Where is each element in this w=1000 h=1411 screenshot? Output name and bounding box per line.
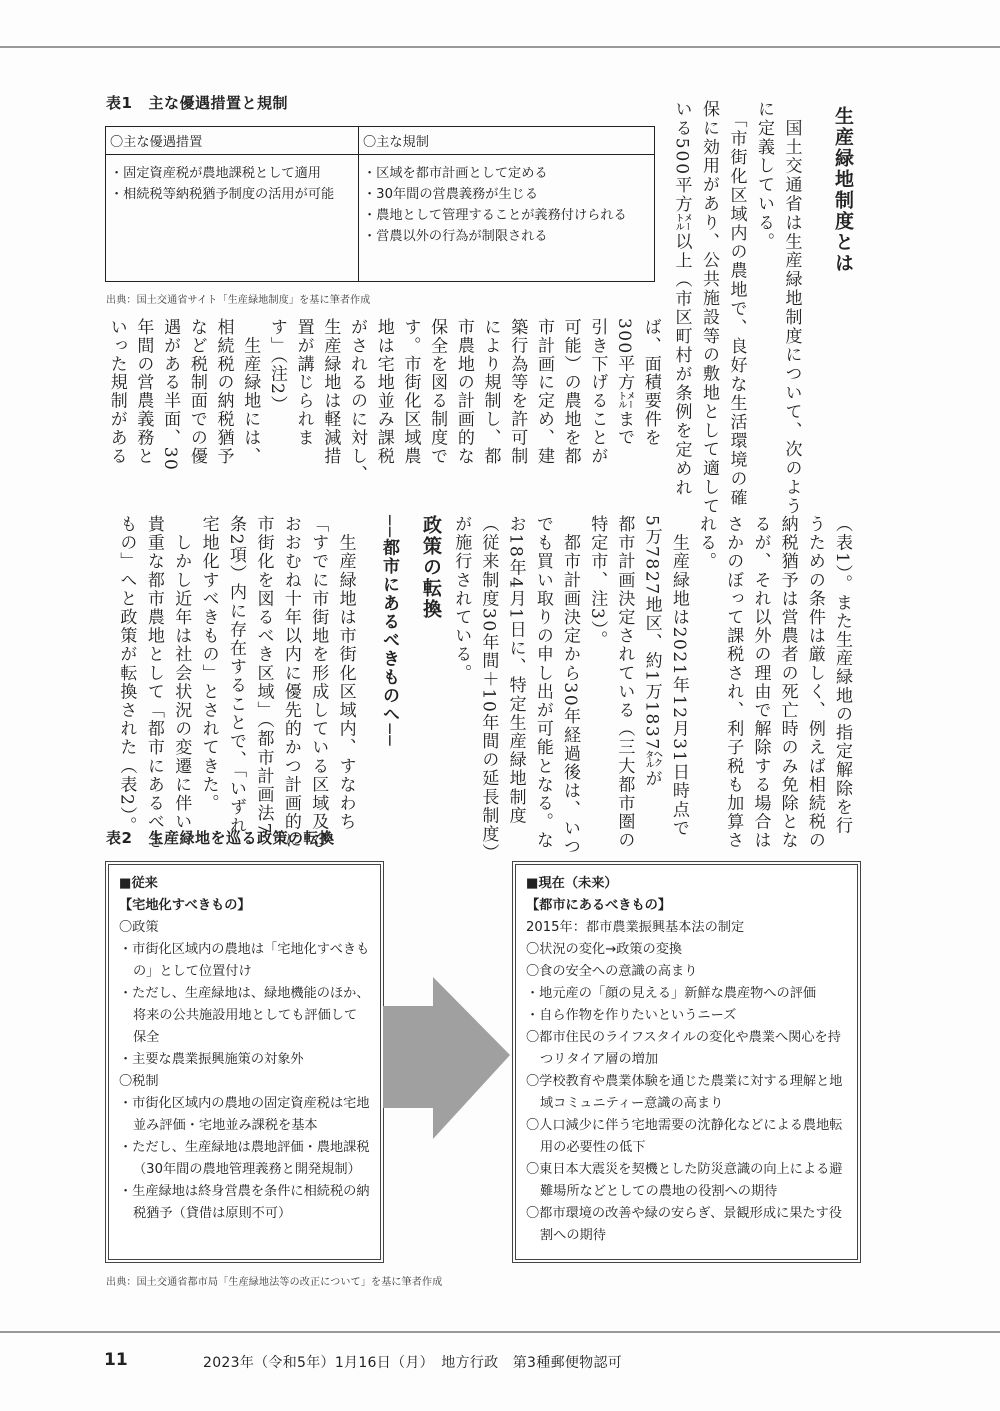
text-column: 生産緑地は市街化区域内、すなわち: [335, 515, 356, 832]
text-column: など税制面での優: [186, 318, 207, 466]
section-subheading: ──都市にあるべきものへ──: [379, 515, 399, 747]
list-item: ・相続税等納税猶予制度の活用が可能: [110, 187, 335, 202]
text-column: （表1）。また生産緑地の指定解除を行: [832, 515, 853, 836]
list-item: ・自ら作物を作りたいというニーズ: [526, 1008, 737, 1023]
text-column: 市街化を図るべき区域」（都市計画法7: [253, 515, 274, 836]
list-item: ・ただし、生産緑地は、緑地機能のほか、将来の公共施設用地としても評価して保全: [119, 986, 370, 1045]
text-column: 国土交通省は生産緑地制度について、次のよう: [781, 100, 802, 516]
text-column: 地は宅地並み課税: [373, 318, 394, 466]
article-block-2: [103, 318, 690, 484]
table1-header-benefits: 〇主な優遇措置: [106, 127, 359, 155]
after-header: ■現在（未来）: [526, 876, 618, 891]
text-column: もの」へと政策が転換された（表2）。: [116, 515, 137, 836]
text-column: でも買い取りの申し出が可能となる。な: [532, 515, 553, 850]
list-item: ・区域を都市計画として定める: [363, 166, 548, 181]
text-column: れる。: [696, 515, 717, 571]
list-item: 〇人口減少に伴う宅地需要の沈静化などによる農地転用の必要性の低下: [526, 1118, 843, 1155]
list-item: ・農地として管理することが義務付けられる: [363, 208, 627, 223]
list-item: 〇税制: [119, 1074, 159, 1089]
list-item: ・営農以外の行為が制限される: [363, 229, 548, 244]
text-column: 年間の営農義務と: [133, 318, 154, 466]
article-block-3: [447, 515, 882, 863]
text-column: いる500平方㍍以上（市区町村が条例を定めれ: [671, 100, 692, 498]
table2-number: 表2: [106, 829, 133, 847]
list-item: ・固定資産税が農地課税として適用: [110, 166, 321, 181]
text-column: 市計画に定め、建: [533, 318, 554, 466]
text-column: 300平方㍍まで: [614, 318, 635, 447]
table1-header-row: [106, 127, 655, 155]
text-column: 5万7827地区、約1万1837㌶が: [641, 515, 662, 788]
text-column: 市農地の計画的な: [453, 318, 474, 466]
table2-before-box: [108, 864, 381, 1260]
list-item: ・主要な農業振興施策の対象外: [119, 1052, 304, 1067]
text-column: 「市街化区域内の農地で、良好な生活環境の確: [726, 100, 747, 508]
table1-number: 表1: [106, 94, 133, 112]
text-column: 都市計画決定から30年経過後は、いつ: [560, 515, 581, 857]
table2-after-box: [515, 864, 858, 1260]
table1-header-regulations: 〇主な規制: [359, 127, 655, 155]
text-column: 置が講じられま: [293, 318, 314, 447]
list-item: 2015年：都市農業振興基本法の制定: [526, 920, 745, 935]
table1-body-row: [106, 155, 655, 282]
text-column: お18年4月1日に、特定生産緑地制度: [505, 515, 526, 826]
list-item: ・市街化区域内の農地の固定資産税は宅地並み評価・宅地並み課税を基本: [119, 1096, 370, 1133]
table1-title-text: 主な優遇措置と規制: [148, 94, 288, 112]
list-item: 〇都市住民のライフスタイルの変化や農業へ関心を持つリタイア層の増加: [526, 1030, 841, 1067]
text-column: 条2項）内に存在することで、「いずれ: [226, 515, 247, 836]
text-column: 引き下げることが: [587, 318, 608, 466]
list-item: ・地元産の「顔の見える」新鮮な農産物への評価: [526, 986, 817, 1001]
publication-info: 2023年（令和5年）1月16日（月） 地方行政 第3種郵便物認可: [203, 1355, 623, 1371]
text-column: 貴重な都市農地として「都市にあるべき: [143, 515, 164, 850]
table1-regulations-cell: [359, 155, 655, 282]
text-column: （従来制度30年間＋10年間の延長制度）: [478, 515, 499, 863]
text-column: 可能）の農地を都: [560, 318, 581, 466]
table2-title: [106, 827, 334, 848]
before-subheader: 【宅地化すべきもの】: [119, 898, 251, 913]
table1-title: [106, 92, 288, 113]
text-column: 築行為等を許可制: [507, 318, 528, 466]
page-number: 11: [104, 1350, 128, 1370]
text-column: す」（注2）: [266, 318, 287, 414]
text-column: が施行されている。: [451, 515, 472, 683]
text-column: 保全を図る制度で: [427, 318, 448, 466]
section-heading-seisan-ryokuchi: 生産緑地制度とは: [832, 106, 854, 274]
table2-source: 出典：国土交通省都市局「生産緑地法等の改正について」を基に筆者作成: [106, 1277, 443, 1288]
list-item: 〇東日本大震災を契機とした防災意識の向上による避難場所などとしての農地の役割への期待: [526, 1162, 843, 1199]
text-column: す。市街化区域農: [400, 318, 421, 466]
list-item: ・市街化区域内の農地は「宅地化すべきもの」として位置付け: [119, 942, 370, 979]
text-column: 都市計画決定されている（三大都市圏の: [614, 515, 635, 850]
text-column: がされるのに対し、: [347, 318, 368, 484]
text-column: 納税猶予は営農者の死亡時のみ免除とな: [777, 515, 798, 850]
text-column: 保に効用があり、公共施設等の敷地として適して: [699, 100, 719, 516]
table1-source: 出典：国土交通省サイト「生産緑地制度」を基に筆者作成: [106, 295, 371, 306]
list-item: ・ただし、生産緑地は農地評価・農地課税（30年間の農地管理義務と開発規制）: [119, 1140, 370, 1177]
text-column: 生産緑地には、: [240, 318, 261, 466]
arrow-shape: [383, 977, 510, 1139]
text-column: るが、それ以外の理由で解除する場合は: [750, 515, 771, 850]
text-column: おおむね十年以内に優先的かつ計画的に: [280, 515, 301, 850]
text-column: 相続税の納税猶予: [213, 318, 234, 466]
text-column: いった規制がある: [106, 318, 127, 466]
text-column: うための条件は厳しく、例えば相続税の: [804, 515, 825, 850]
text-column: 遇がある半面、30: [160, 318, 181, 472]
table1-benefits-cell: [106, 155, 359, 282]
text-column: しかし近年は社会状況の変遷に伴い、: [171, 515, 192, 850]
list-item: 〇政策: [119, 920, 159, 935]
text-column: により規制し、都: [480, 318, 501, 466]
text-column: 特定市、注3）。: [587, 515, 608, 650]
text-column: 「すでに市街地を形成している区域及び: [308, 515, 329, 850]
text-column: 生産緑地は2021年12月31日時点で: [668, 515, 689, 838]
list-item: 〇都市環境の改善や緑の安らぎ、景観形成に果たす役割への期待: [526, 1206, 842, 1243]
top-rule: [0, 46, 1000, 48]
text-column: さかのぼって課税され、利子税も加算さ: [723, 515, 744, 850]
text-column: 宅地化すべきもの」とされてきた。: [198, 515, 219, 813]
text-column: 生産緑地は軽減措: [320, 318, 341, 466]
table2-title-text: 生産緑地を巡る政策の転換: [148, 829, 335, 847]
bottom-rule: [0, 1331, 1000, 1333]
list-item: 〇食の安全への意識の高まり: [526, 964, 698, 979]
text-column: ば、面積要件を: [640, 318, 661, 447]
text-column: に定義している。: [754, 100, 774, 252]
after-subheader: 【都市にあるべきもの】: [526, 898, 672, 913]
table1: [105, 126, 655, 282]
list-item: ・30年間の営農義務が生じる: [363, 187, 539, 202]
list-item: ・生産緑地は終身営農を条件に相続税の納税猶予（貸借は原則不可）: [119, 1184, 370, 1221]
right-arrow-icon: [383, 977, 513, 1143]
list-item: 〇状況の変化→政策の変換: [526, 942, 683, 957]
before-header: ■従来: [119, 876, 158, 891]
list-item: 〇学校教育や農業体験を通じた農業に対する理解と地域コミュニティー意識の高まり: [526, 1074, 843, 1111]
section-heading-policy-change: 政策の転換: [420, 515, 442, 620]
